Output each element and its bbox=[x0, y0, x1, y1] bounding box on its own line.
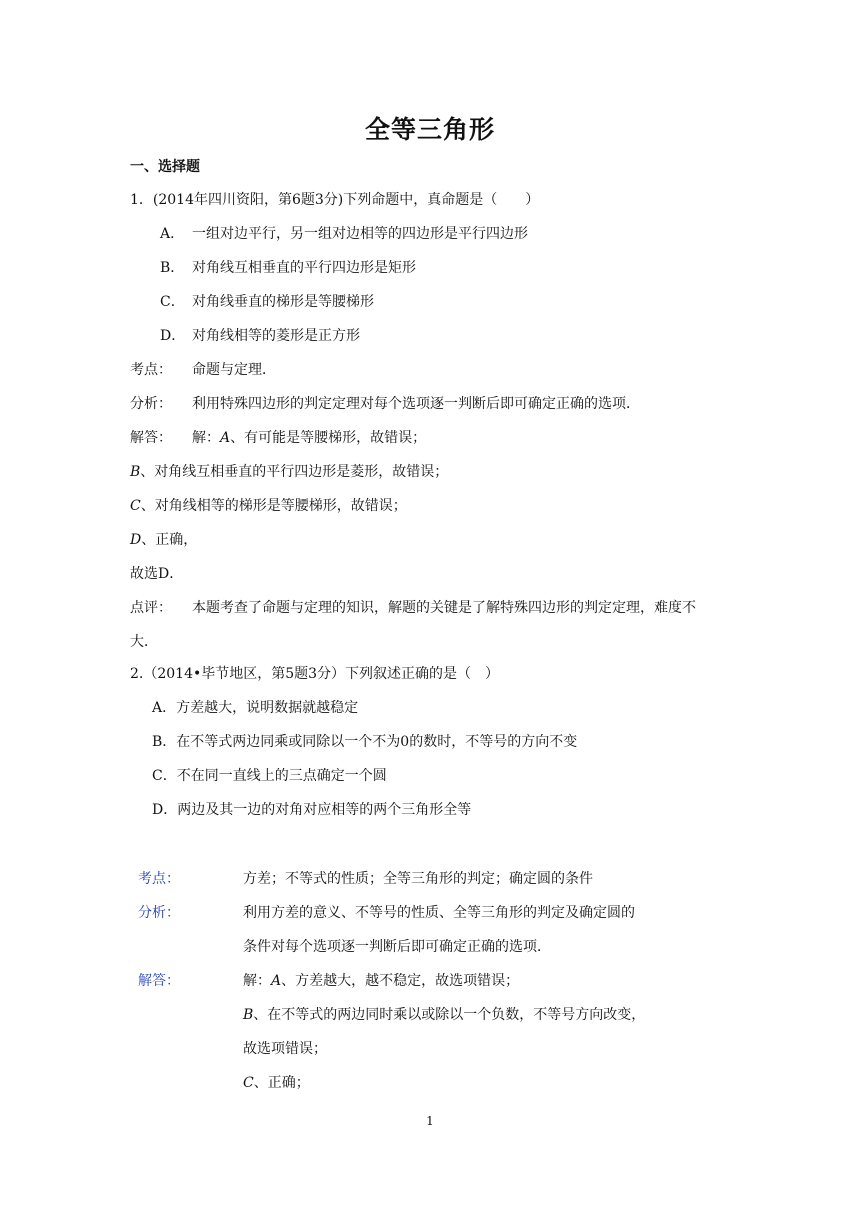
q1-option-d bbox=[160, 327, 360, 345]
jieda-text: 、正确， bbox=[141, 532, 198, 548]
kaodian-text: 命题与定理． bbox=[192, 362, 276, 378]
option-text: 对角线互相垂直的平行四边形是矩形 bbox=[192, 260, 416, 276]
jieda-text: 、有可能是等腰梯形，故错误； bbox=[230, 430, 427, 446]
q2-jieda-b bbox=[243, 1006, 645, 1024]
q1-kaodian bbox=[130, 361, 276, 379]
q2-option-d: D．两边及其一边的对角对应相等的两个三角形全等 bbox=[152, 802, 472, 818]
q1-jieda-c bbox=[130, 497, 407, 515]
q1-jieda bbox=[130, 429, 426, 447]
q2-jieda-a bbox=[243, 972, 519, 990]
jieda-letter: C bbox=[130, 498, 141, 514]
jieda-text: 、对角线相等的梯形是等腰梯形，故错误； bbox=[140, 498, 407, 514]
q2-fenxi-label: 分析： bbox=[138, 905, 180, 921]
q1-option-a bbox=[160, 225, 528, 243]
jieda-text: 、方差越大，越不稳定，故选项错误； bbox=[281, 973, 520, 989]
q1-option-c bbox=[160, 293, 374, 311]
jieda-letter: B bbox=[243, 1007, 254, 1023]
jieda-label: 解答： bbox=[130, 430, 172, 446]
option-text: 一组对边平行，另一组对边相等的四边形是平行四边形 bbox=[192, 226, 528, 242]
jieda-intro: 解： bbox=[243, 973, 271, 989]
q2-jieda-label: 解答： bbox=[138, 973, 180, 989]
fenxi-label: 分析： bbox=[130, 396, 172, 412]
q1-jieda-b bbox=[130, 463, 448, 481]
kaodian-label: 考点： bbox=[130, 362, 172, 378]
page-number: 1 bbox=[426, 1114, 434, 1128]
jieda-letter: B bbox=[130, 464, 141, 480]
q1-stem: 1．(2014年四川资阳，第6题3分)下列命题中，真命题是（ ） bbox=[130, 192, 540, 208]
q2-fenxi-text: 利用方差的意义、不等号的性质、全等三角形的判定及确定圆的 bbox=[243, 905, 635, 921]
q2-stem: 2.（2014•毕节地区，第5题3分）下列叙述正确的是（ ） bbox=[130, 666, 500, 682]
option-text: 对角线相等的菱形是正方形 bbox=[192, 328, 360, 344]
page-title: 全等三角形 bbox=[364, 115, 495, 144]
q1-jieda-d bbox=[130, 531, 197, 549]
option-letter: C． bbox=[160, 294, 185, 310]
q1-dianping bbox=[130, 599, 696, 617]
q2-option-a: A．方差越大，说明数据就越稳定 bbox=[152, 700, 359, 716]
jieda-intro: 解： bbox=[192, 430, 220, 446]
q1-fenxi bbox=[130, 395, 640, 413]
fenxi-text: 利用特殊四边形的判定定理对每个选项逐一判断后即可确定正确的选项． bbox=[192, 396, 640, 412]
jieda-letter: C bbox=[243, 1075, 254, 1091]
q2-jieda-c bbox=[243, 1074, 310, 1092]
q2-option-c: C．不在同一直线上的三点确定一个圆 bbox=[152, 768, 387, 784]
q2-fenxi-cont: 条件对每个选项逐一判断后即可确定正确的选项． bbox=[243, 939, 551, 955]
jieda-letter: D bbox=[130, 532, 142, 548]
q1-option-b bbox=[160, 259, 416, 277]
jieda-letter: A bbox=[220, 430, 231, 446]
section-heading: 一、选择题 bbox=[130, 159, 200, 175]
dianping-label: 点评： bbox=[130, 600, 172, 616]
q1-answer: 故选D． bbox=[130, 566, 184, 582]
option-text: 对角线垂直的梯形是等腰梯形 bbox=[192, 294, 374, 310]
option-letter: A． bbox=[160, 226, 185, 242]
jieda-text: 、在不等式的两边同时乘以或除以一个负数，不等号方向改变， bbox=[253, 1007, 646, 1023]
dianping-text: 本题考查了命题与定理的知识，解题的关键是了解特殊四边形的判定定理，难度不 bbox=[192, 600, 696, 616]
option-letter: D． bbox=[160, 328, 186, 344]
jieda-text: 、对角线互相垂直的平行四边形是菱形，故错误； bbox=[140, 464, 449, 480]
jieda-letter: A bbox=[271, 973, 282, 989]
q2-kaodian-label: 考点： bbox=[138, 871, 180, 887]
option-letter: B． bbox=[160, 260, 185, 276]
q2-option-b: B．在不等式两边同乘或同除以一个不为0的数时，不等号的方向不变 bbox=[152, 734, 578, 750]
q2-kaodian-text: 方差；不等式的性质；全等三角形的判定；确定圆的条件 bbox=[243, 871, 593, 887]
q1-dianping-cont: 大． bbox=[130, 634, 158, 650]
jieda-text: 、正确； bbox=[253, 1075, 310, 1091]
q2-jieda-b-cont: 故选项错误； bbox=[243, 1041, 327, 1057]
